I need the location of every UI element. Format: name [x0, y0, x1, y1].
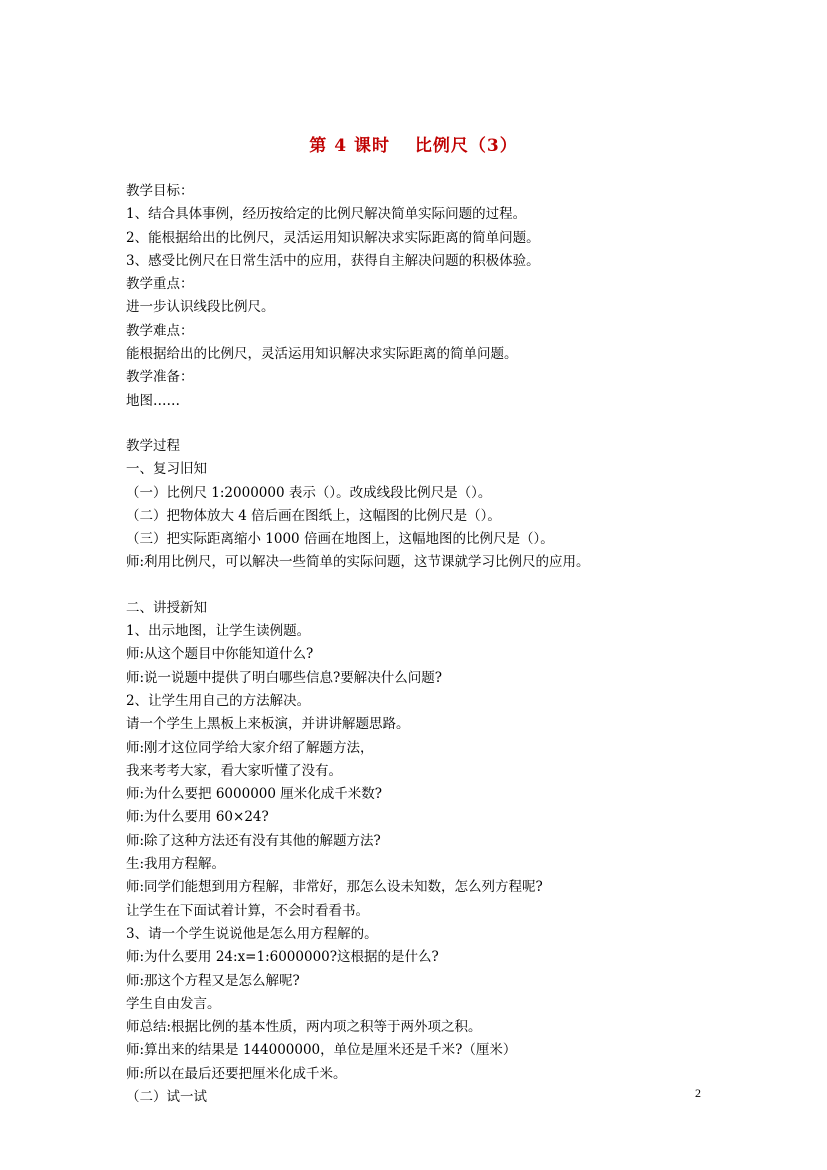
text-line: （一）比例尺 1:2000000 表示（）。改成线段比例尺是（）。: [126, 484, 492, 501]
text-line: 师:那这个方程又是怎么解呢?: [126, 972, 300, 989]
objectives-section: [126, 180, 766, 413]
text-line: 让学生在下面试着计算，不会时看看书。: [126, 902, 369, 919]
new-knowledge-section: [126, 597, 766, 1110]
text-line: 1、结合具体事例，经历按给定的比例尺解决简单实际问题的过程。: [126, 206, 527, 223]
text-line: 教学目标：: [126, 183, 194, 199]
text-line: 师:从这个题目中你能知道什么?: [126, 646, 314, 663]
blank-line: [126, 575, 766, 597]
text-line: 师:算出来的结果是 144000000，单位是厘米还是千米?（厘米）: [126, 1042, 517, 1059]
text-line: 师:同学们能想到用方程解，非常好，那怎么设未知数，怎么列方程呢?: [126, 879, 543, 896]
text-line: 2、让学生用自己的方法解决。: [126, 692, 311, 709]
page-number: 2: [695, 1086, 701, 1100]
text-line: （二）把物体放大 4 倍后画在图纸上，这幅图的比例尺是（）。: [126, 507, 501, 524]
text-line: 请一个学生上黑板上来板演，并讲讲解题思路。: [126, 716, 410, 733]
text-line: 师:说一说题中提供了明白哪些信息?要解决什么问题?: [126, 669, 443, 686]
text-line: 师:为什么要用 24:x=1:6000000?这根据的是什么?: [126, 949, 439, 966]
text-line: （三）把实际距离缩小 1000 倍画在地图上，这幅地图的比例尺是（）。: [126, 531, 554, 548]
text-line: 我来考考大家，看大家听懂了没有。: [126, 762, 342, 779]
text-line: 2、能根据给出的比例尺，灵活运用知识解决求实际距离的简单问题。: [126, 229, 540, 246]
text-line: 能根据给出的比例尺，灵活运用知识解决求实际距离的简单问题。: [126, 346, 518, 363]
lesson-body: [126, 180, 766, 1109]
text-line: 师:刚才这位同学给大家介绍了解题方法，: [126, 739, 374, 756]
text-line: 生:我用方程解。: [126, 856, 226, 873]
text-line: 3、感受比例尺在日常生活中的应用，获得自主解决问题的积极体验。: [126, 252, 540, 269]
text-line: 一、复习旧知: [126, 461, 207, 478]
text-line: 教学准备：: [126, 369, 194, 386]
text-line: （二）试一试: [126, 1088, 207, 1105]
text-line: 1、出示地图，让学生读例题。: [126, 623, 311, 640]
text-line: 教学难点：: [126, 322, 194, 339]
blank-line: [126, 413, 766, 435]
text-line: 师:所以在最后还要把厘米化成千米。: [126, 1065, 347, 1082]
text-line: 师:为什么要用 60×24?: [126, 809, 269, 826]
text-line: 教学过程: [126, 437, 180, 454]
text-line: 师:除了这种方法还有没有其他的解题方法?: [126, 832, 381, 849]
text-line: 学生自由发言。: [126, 995, 221, 1012]
text-line: 师总结:根据比例的基本性质，两内项之积等于两外项之积。: [126, 1019, 482, 1036]
text-line: 二、讲授新知: [126, 599, 207, 616]
text-line: 师:为什么要把 6000000 厘米化成千米数?: [126, 786, 382, 803]
lesson-title: 第 4 课时 比例尺（3）: [309, 136, 518, 156]
text-line: 师:利用比例尺，可以解决一些简单的实际问题，这节课就学习比例尺的应用。: [126, 554, 590, 571]
text-line: 进一步认识线段比例尺。: [126, 299, 275, 316]
text-line: 地图……: [126, 392, 180, 409]
text-line: 3、请一个学生说说他是怎么用方程解的。: [126, 925, 378, 942]
process-review-section: [126, 435, 766, 575]
text-line: 教学重点：: [126, 276, 194, 293]
